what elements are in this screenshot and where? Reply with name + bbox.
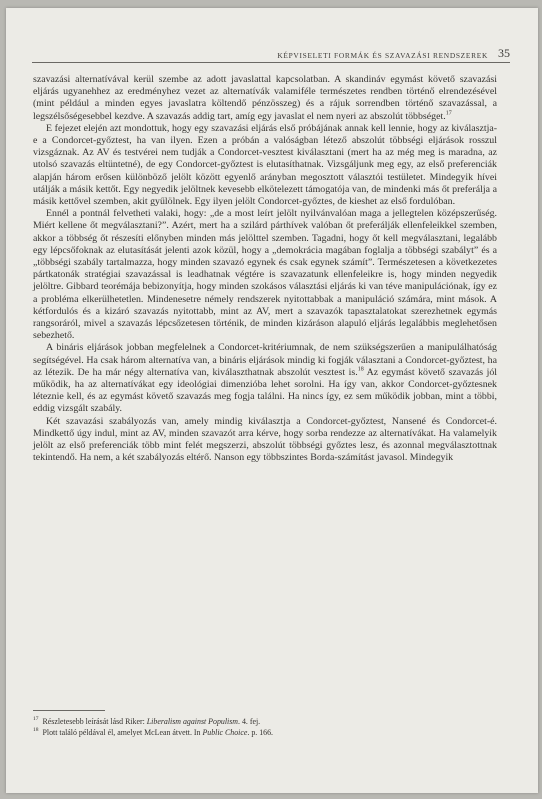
footnote-text: . p. 166. (247, 728, 274, 737)
footnote (33, 716, 497, 727)
footnote-title: Public Choice (202, 728, 248, 737)
paragraph-text: szavazási alternatívával kerül szembe az adott javaslattal kapcsolatban. A skandináv egymást követő szavazási eljárás ugyanehhez az eredményhez vezet az alternatívák valamiféle természetes rendben történő elrendezésével (mint például a minden egyes javaslatra költendő pénzösszeg) és a rájuk sorrendben történő szavazással, a legszélsőségesebbel kezdve. A szavazás addig tart, amíg egy javaslat el nem nyeri az abszolút többséget. (33, 74, 497, 122)
footnote-divider (33, 710, 105, 711)
paragraph-text: Az egymást követő szavazás jól működik, ha az alternatívákat egy ideológiai dimenzióba lehet sorolni. Ha így van, akkor Condorcet-győztesnek léteznie kell, és az egymást követő szavazás meg fogja találni. Ha nincs így, ez sem működik jobban, mint a többi, eddig vizsgált szabály. (33, 366, 497, 415)
footnote-reference: 17 (445, 110, 452, 117)
paragraph (33, 208, 497, 342)
paragraph (33, 416, 497, 465)
footnote-text: . 4. fej. (238, 717, 261, 726)
paragraph-text: E fejezet elején azt mondottuk, hogy egy szavazási eljárás első próbájának annak kell lennie, hogy az kiválasztja-e a Condorcet-győztest, ha van ilyen. Ezen a próbán a valóságban létező abszolút többségi eljárások rosszul vizsgáznak. Az AV és testvérei nem tudják a Condorcet-vesztest kiválasztani (mert ha az még meg is maradna, az utolsó szavazás eltüntetné), de egy Condorcet-győztest is elutasíthatnak. Vizsgáljunk meg egy, az első preferenciák alapján három erősen különböző jelölt között egyenlő arányban megosztott választói testületet. Mindegyik hívei utálják a másik kettőt. Egy negyedik jelöltnek kevesebb elkötelezett támogatója van, de mindenki más őt preferálja a másik kettővel szemben, akit gyűlölnek. Egy ilyen jelölt Condorcet-győztes, de kieshet az első fordulóban. (33, 122, 497, 208)
footnote-text: Plott találó példával él, amelyet McLean átvett. In (42, 728, 203, 737)
running-head (32, 46, 510, 63)
paragraph-text: Ennél a pontnál felvetheti valaki, hogy: „de a most leírt jelölt nyilvánvalóan maga a jellegtelen középszerűség. Miért kellene őt megválasztani?”. Azért, mert ha a szilárd párthívek valóban őt preferálják ellenfeleikkel szemben, akkor a többség őt részesíti előnyben minden más jelölttel szemben. Tagadni, hogy őt kell megválasztani, legalább egy lépcsőfoknak az elutasítását jelenti azok közül, hogy a „demokrácia magában foglalja a többségi szabályt” és a „többségi szabály tartalmazza, hogy minden szavazó egynek és csak egynek számít”. Természetesen a következetes pártkatonák stratégiai szavazással is leadhatnak végtére is szavazatunk ellenfeleikre is, hogy minden negyedik jelöltre. Gibbard teorémája bebizonyítja, hogy minden szokásos választási eljárás ki van téve manipulációnak, így ez a probléma elkerülhetetlen. Mindenesetre némely rendszerek nyitottabbak a manipuláció számára, mint mások. A kétfordulós és a kizáró szavazás nyitottabb, mint az AV, mert a szavazók tapasztalatokat szerezhetnek egymás rangsoráról, mivel a szavazás lépcsőzetesen történik, de minden kizáráson alapuló eljárás legalábbis meglehetősen sebezhető. (33, 208, 497, 342)
paragraph-text: A bináris eljárások jobban megfelelnek a Condorcet-kritériumnak, de nem szükségszerűen a manipulálhatóság segítségével. Ha csak három alternatíva van, a bináris eljárások mindig ki fogják választani a Condorcet-győztest, ha az létezik. De ha már négy alternatíva van, kiválaszthatnak abszolút vesztest is. (33, 342, 497, 378)
footnotes (33, 716, 497, 738)
footnote-number: 17 (33, 716, 39, 723)
paragraph-text: Két szavazási szabályozás van, amely mindig kiválasztja a Condorcet-győztest, Nansené és Condorcet-é. Mindkettő úgy indul, mint az AV, minden szavazót arra kérve, hogy sorba rendezze az alternatívákat. Ha valamelyik jelölt az első preferenciák több mint felét megszerzi, abszolút többségi győztes lesz, és azonnal megválasztottnak tekintendő. Ha nem, a két szabályozás eltérő. Nanson egy többszintes Borda-számítást javasol. Mindegyik (33, 415, 497, 464)
footnote-text: Részletesebb leírását lásd Riker: (42, 717, 147, 726)
running-head-title: KÉPVISELETI FORMÁK ÉS SZAVAZÁSI RENDSZEREK (277, 51, 488, 60)
paragraph (33, 74, 497, 123)
footnote-reference: 18 (357, 366, 364, 373)
book-page (6, 8, 538, 793)
footnote (33, 727, 497, 738)
paragraph (33, 123, 497, 208)
body-text (33, 74, 497, 465)
footnote-number: 18 (33, 727, 39, 734)
page-number: 35 (498, 46, 510, 60)
footnote-title: Liberalism against Populism (146, 717, 238, 726)
paragraph (33, 342, 497, 415)
